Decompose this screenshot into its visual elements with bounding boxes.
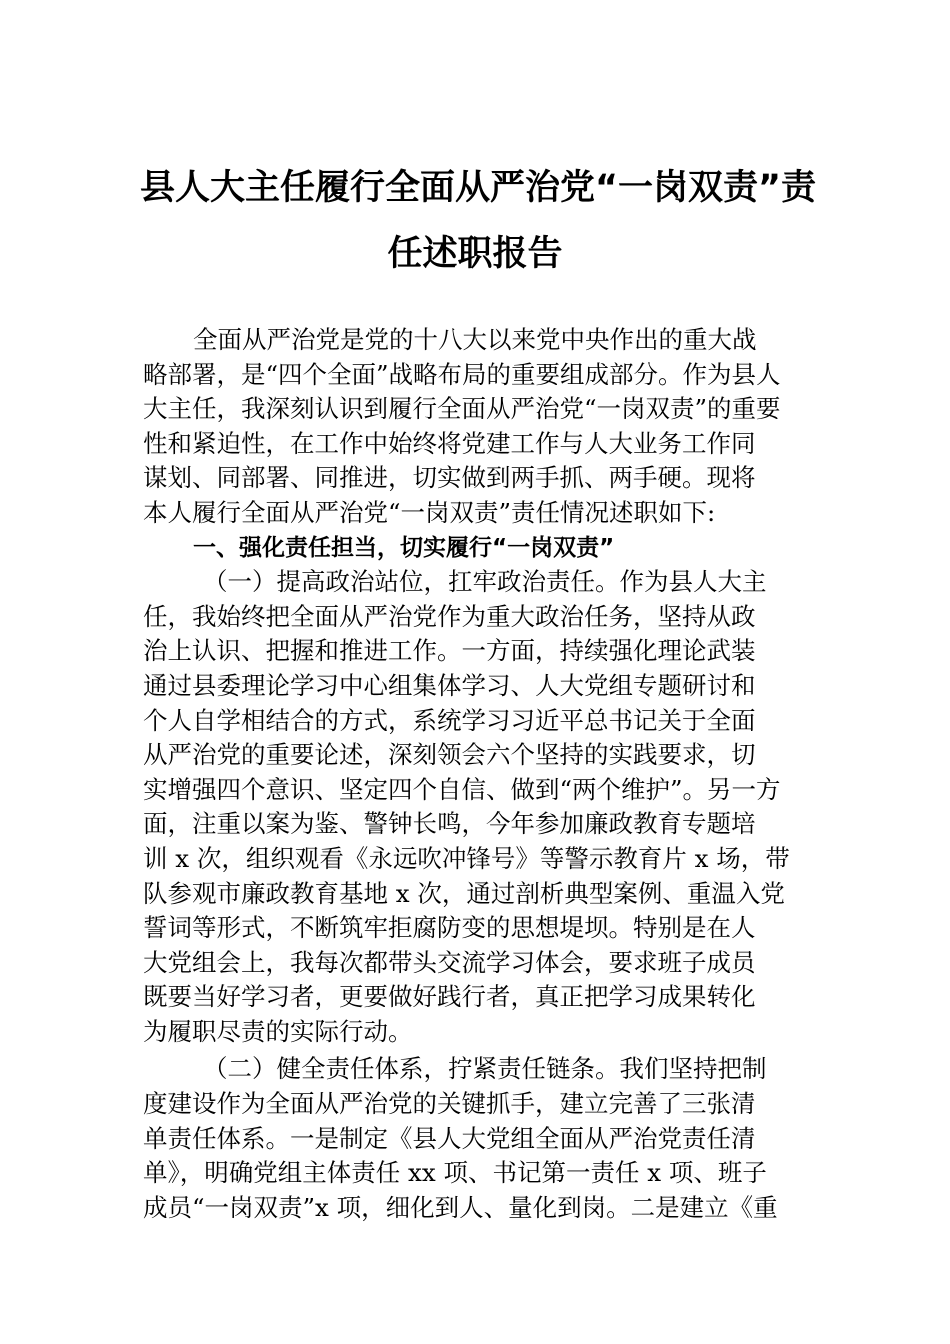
body-line: 单》，明确党组主体责任 xx 项、书记第一责任 x 项、班子 (143, 1158, 767, 1188)
body-line: 度建设作为全面从严治党的关键抓手，建立完善了三张清 (143, 1089, 756, 1119)
body-line: 全面从严治党是党的十八大以来党中央作出的重大战 (193, 325, 757, 354)
body-line: 略部署，是“四个全面”战略布局的重要组成部分。作为县人 (143, 359, 781, 389)
document-title-line-2: 任述职报告 (387, 234, 563, 274)
body-line: 既要当好学习者，更要做好践行者，真正把学习成果转化 (143, 982, 756, 1012)
body-line: （二）健全责任体系，拧紧责任链条。我们坚持把制 (203, 1054, 767, 1084)
body-line: 大主任，我深刻认识到履行全面从严治党“一岗双责”的重要 (143, 394, 781, 424)
body-line: 任，我始终把全面从严治党作为重大政治任务，坚持从政 (143, 601, 756, 631)
body-line: 谋划、同部署、同推进，切实做到两手抓、两手硬。现将 (143, 463, 756, 493)
body-line: （一）提高政治站位，扛牢政治责任。作为县人大主 (203, 567, 767, 597)
body-line: 本人履行全面从严治党“一岗双责”责任情况述职如下: (143, 497, 716, 527)
body-line: 为履职尽责的实际行动。 (143, 1016, 413, 1046)
section-heading: 一、强化责任担当，切实履行“一岗双责” (193, 534, 615, 561)
body-line: 成员“一岗双责”x 项，细化到人、量化到岗。二是建立《重 (143, 1192, 778, 1222)
document-body (143, 323, 808, 1225)
body-line: 单责任体系。一是制定《县人大党组全面从严治党责任清 (143, 1123, 756, 1153)
body-line: 大党组会上，我每次都带头交流学习体会，要求班子成员 (143, 947, 756, 977)
body-line: 治上认识、把握和推进工作。一方面，持续强化理论武装 (143, 636, 756, 666)
body-line: 训 x 次，组织观看《永远吹冲锋号》等警示教育片 x 场，带 (143, 843, 790, 873)
body-line: 性和紧迫性，在工作中始终将党建工作与人大业务工作同 (143, 428, 756, 458)
body-line: 面，注重以案为鉴、警钟长鸣，今年参加廉政教育专题培 (143, 809, 756, 839)
document-title-line-1: 县人大主任履行全面从严治党“一岗双责”责 (140, 168, 817, 208)
body-line: 从严治党的重要论述，深刻领会六个坚持的实践要求，切 (143, 740, 756, 770)
body-line: 实增强四个意识、坚定四个自信、做到“两个维护”。另一方 (143, 774, 781, 804)
body-line: 队参观市廉政教育基地 x 次，通过剖析典型案例、重温入党 (143, 878, 785, 908)
body-line: 通过县委理论学习中心组集体学习、人大党组专题研讨和 (143, 670, 756, 700)
body-line: 誓词等形式，不断筑牢拒腐防变的思想堤坝。特别是在人 (143, 913, 756, 943)
body-line: 个人自学相结合的方式，系统学习习近平总书记关于全面 (143, 705, 756, 735)
